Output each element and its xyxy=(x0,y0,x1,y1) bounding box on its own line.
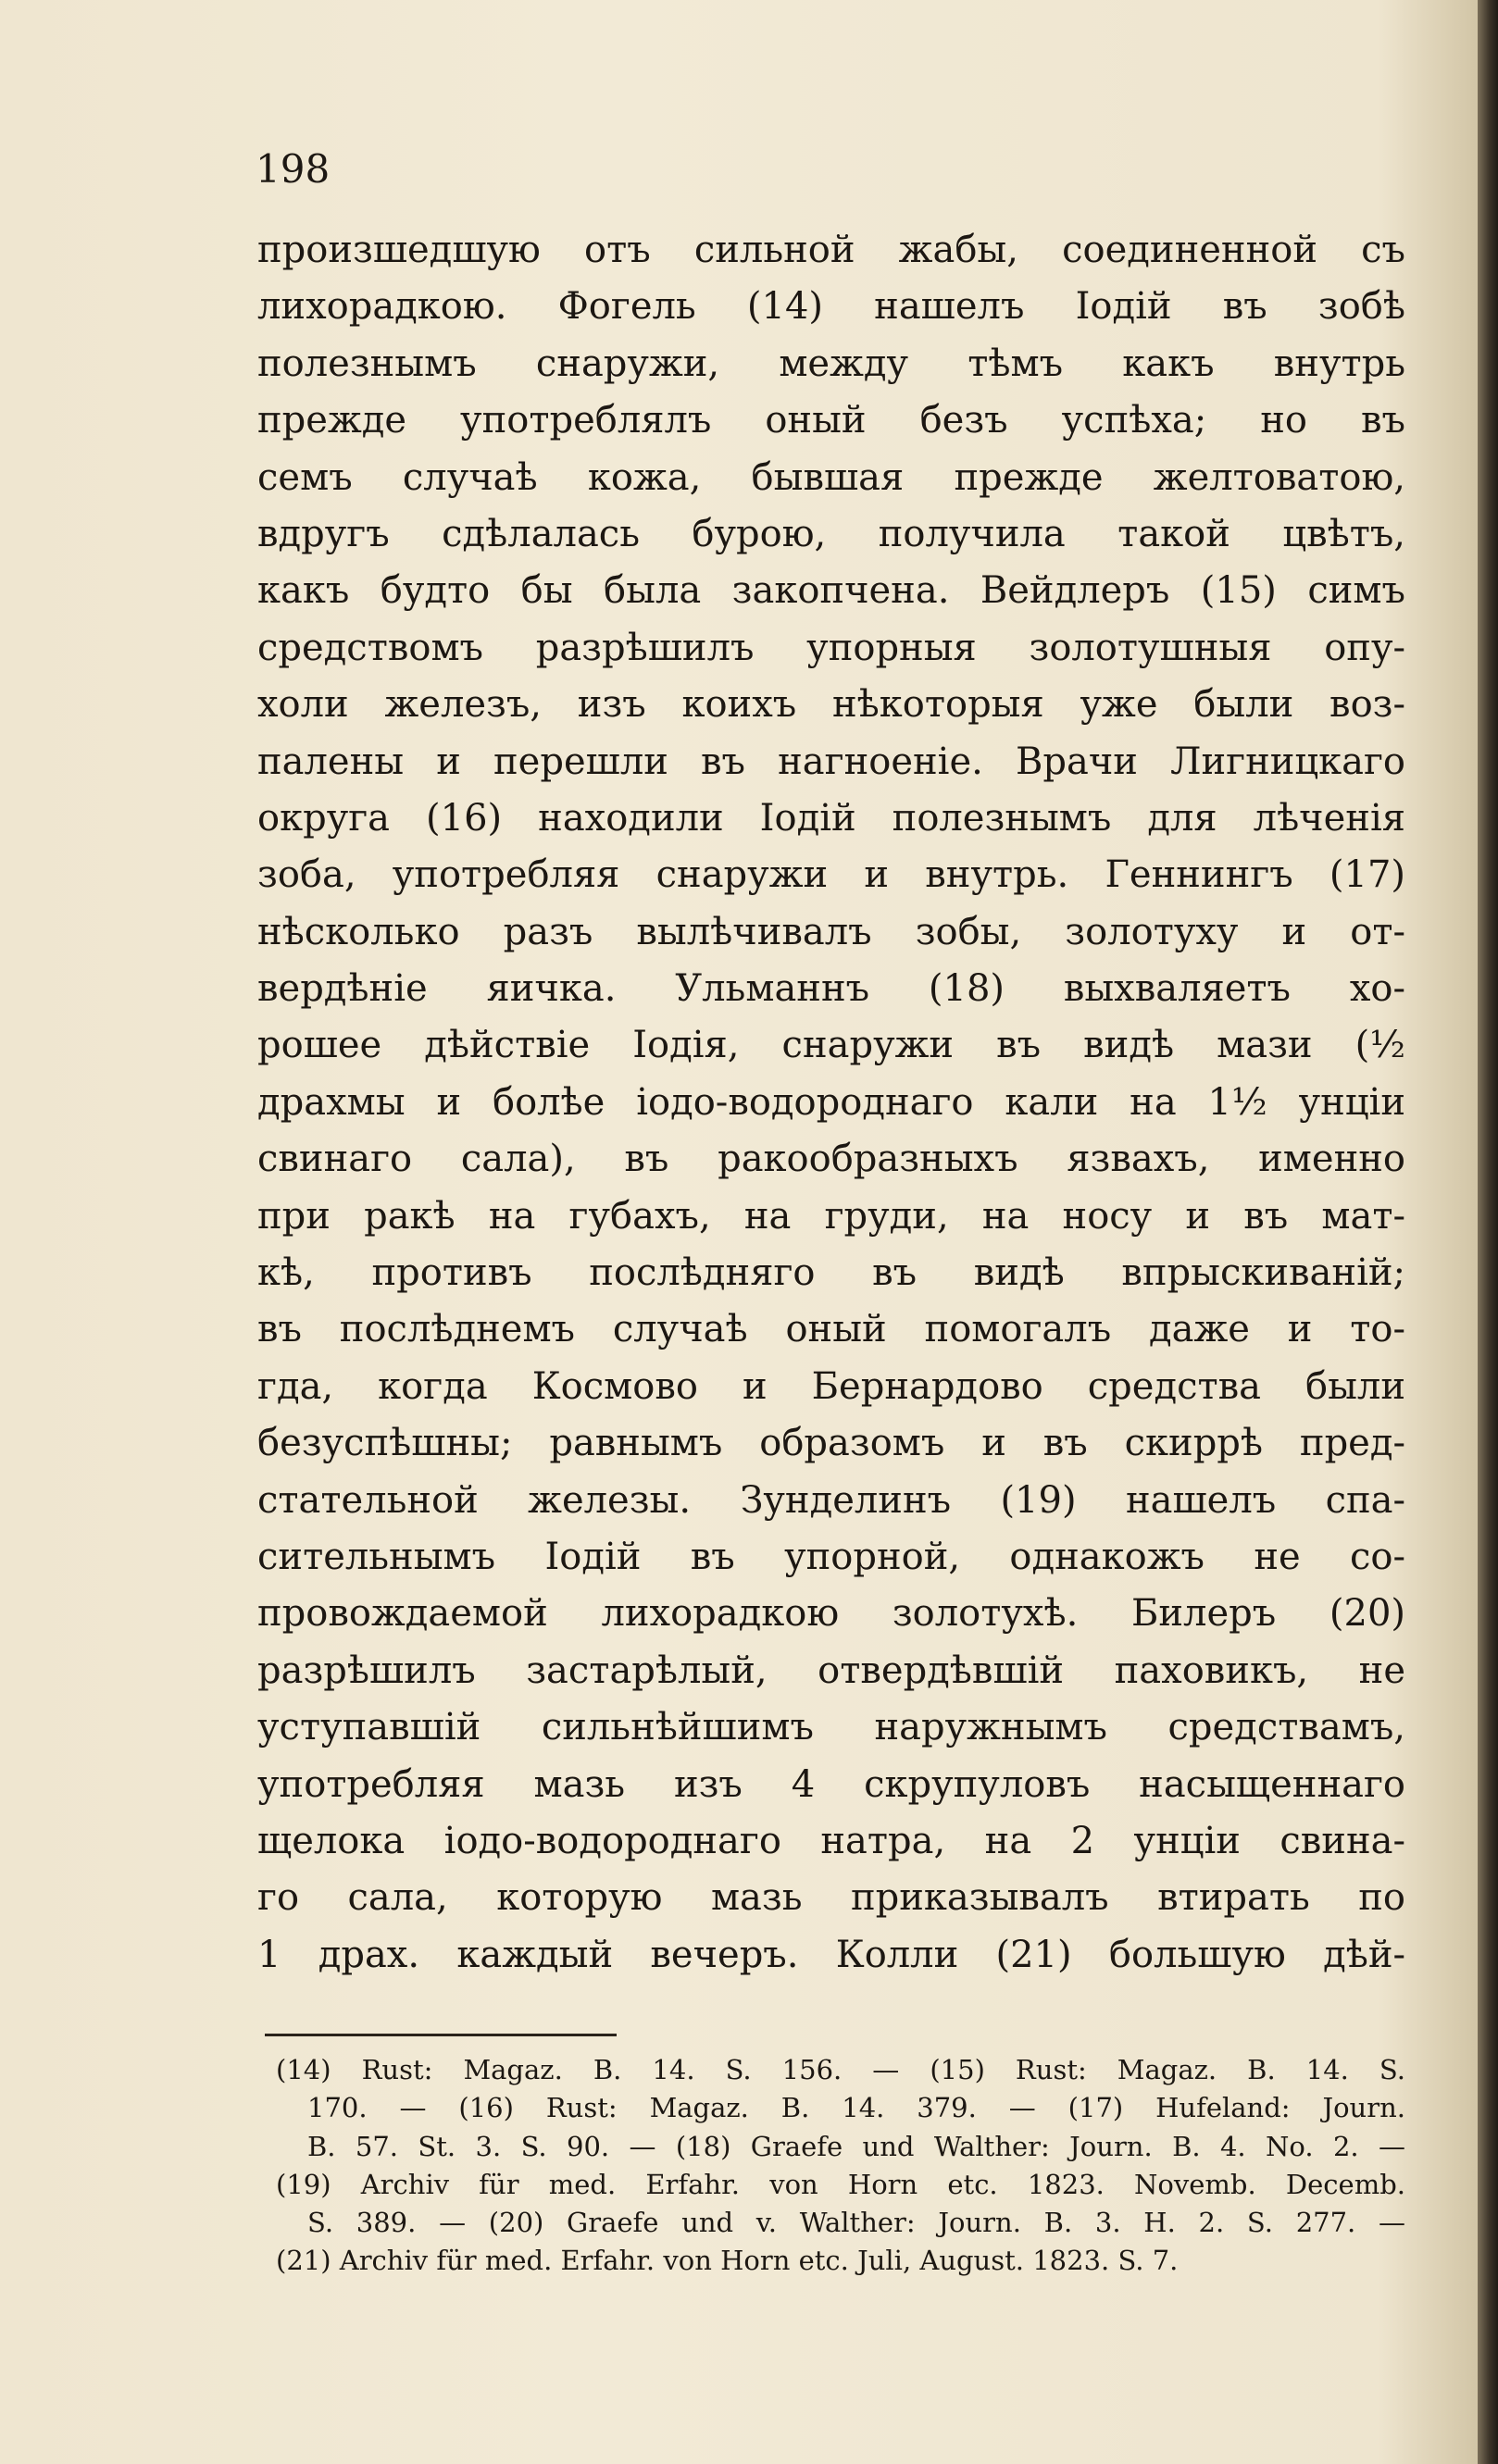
text-line: уступавшій сильнѣйшимъ наружнымъ средствамъ, xyxy=(257,1706,1405,1749)
text-line: го сала, которую мазь приказывалъ втирать по xyxy=(257,1876,1405,1920)
text-line: прежде употреблялъ оный безъ успѣха; но въ xyxy=(257,399,1405,442)
text-line: при ракѣ на губахъ, на груди, на носу и въ мат- xyxy=(257,1194,1405,1238)
text-line: употребляя мазь изъ 4 скрупуловъ насыщеннаго xyxy=(257,1762,1405,1806)
text-line: семъ случаѣ кожа, бывшая прежде желтоватою, xyxy=(257,455,1405,499)
footnote-line: (14) Rust: Magaz. B. 14. S. 156. — (15) Rust: Magaz. B. 14. S. xyxy=(276,2054,1405,2085)
footnote-line: (19) Archiv für med. Erfahr. von Horn etc. 1823. Novemb. Decemb. xyxy=(276,2168,1405,2200)
book-spine-edge xyxy=(1478,0,1498,2464)
text-line: провождаемой лихорадкою золотухѣ. Билеръ (20) xyxy=(257,1592,1405,1636)
page-number: 198 xyxy=(256,146,331,192)
text-line: полезнымъ снаружи, между тѣмъ какъ внутрь xyxy=(257,342,1405,385)
text-line: 1 драх. каждый вечеръ. Колли (21) большую дѣй- xyxy=(257,1933,1405,1976)
text-line: какъ будто бы была закопчена. Вейдлеръ (15) симъ xyxy=(257,569,1405,613)
text-line: произшедшую отъ сильной жабы, соединенной съ xyxy=(257,229,1405,271)
text-line: въ послѣднемъ случаѣ оный помогалъ даже и то- xyxy=(257,1308,1405,1351)
body-text xyxy=(257,222,1405,1984)
text-line: лихорадкою. Фогель (14) нашелъ Іодій въ зобѣ xyxy=(257,285,1405,329)
footnotes xyxy=(276,2051,1405,2281)
footnote-line: B. 57. St. 3. S. 90. — (18) Graefe und Walther: Journ. B. 4. No. 2. — xyxy=(307,2130,1405,2162)
footnote-line: S. 389. — (20) Graefe und v. Walther: Journ. B. 3. H. 2. S. 277. — xyxy=(307,2207,1405,2239)
text-line: палены и перешли въ нагноеніе. Врачи Лигницкаго xyxy=(257,740,1405,783)
text-line: рошее дѣйствіе Іодія, снаружи въ видѣ мази (½ xyxy=(257,1024,1405,1067)
text-line: кѣ, противъ послѣдняго въ видѣ впрыскиваній; xyxy=(257,1251,1405,1295)
text-line: зоба, употребляя снаружи и внутрь. Геннингъ (17) xyxy=(257,853,1405,897)
text-line: безуспѣшны; равнымъ образомъ и въ скиррѣ пред- xyxy=(257,1422,1405,1465)
footnote-line: (21) Archiv für med. Erfahr. von Horn etc. Juli, August. 1823. S. 7. xyxy=(276,2245,1179,2277)
text-line: округа (16) находили Іодій полезнымъ для лѣченія xyxy=(257,796,1405,840)
text-line: сительнымъ Іодій въ упорной, однакожъ не со- xyxy=(257,1535,1405,1578)
footnote-line: 170. — (16) Rust: Magaz. B. 14. 379. — (17) Hufeland: Journ. xyxy=(307,2092,1405,2124)
text-line: щелока іодо-водороднаго натра, на 2 унціи свина- xyxy=(257,1819,1405,1862)
text-line: гда, когда Космово и Бернардово средства были xyxy=(257,1364,1405,1408)
text-line: драхмы и болѣе іодо-водороднаго кали на 1½ унціи xyxy=(257,1080,1405,1124)
text-line: холи железъ, изъ коихъ нѣкоторыя уже были воз- xyxy=(257,683,1405,727)
text-line: свинаго сала), въ ракообразныхъ язвахъ, именно xyxy=(257,1138,1405,1181)
text-line: нѣсколько разъ вылѣчивалъ зобы, золотуху и от- xyxy=(257,910,1405,953)
footnote-divider xyxy=(265,2034,617,2036)
text-line: вердѣніе яичка. Ульманнъ (18) выхваляетъ хо- xyxy=(257,967,1405,1011)
text-line: средствомъ разрѣшилъ упорныя золотушныя опу- xyxy=(257,626,1405,669)
text-line: разрѣшилъ застарѣлый, отвердѣвшій паховикъ, не xyxy=(257,1649,1405,1692)
text-line: вдругъ сдѣлалась бурою, получила такой цвѣтъ, xyxy=(257,512,1405,555)
text-line: стательной железы. Зунделинъ (19) нашелъ спа- xyxy=(257,1478,1405,1522)
